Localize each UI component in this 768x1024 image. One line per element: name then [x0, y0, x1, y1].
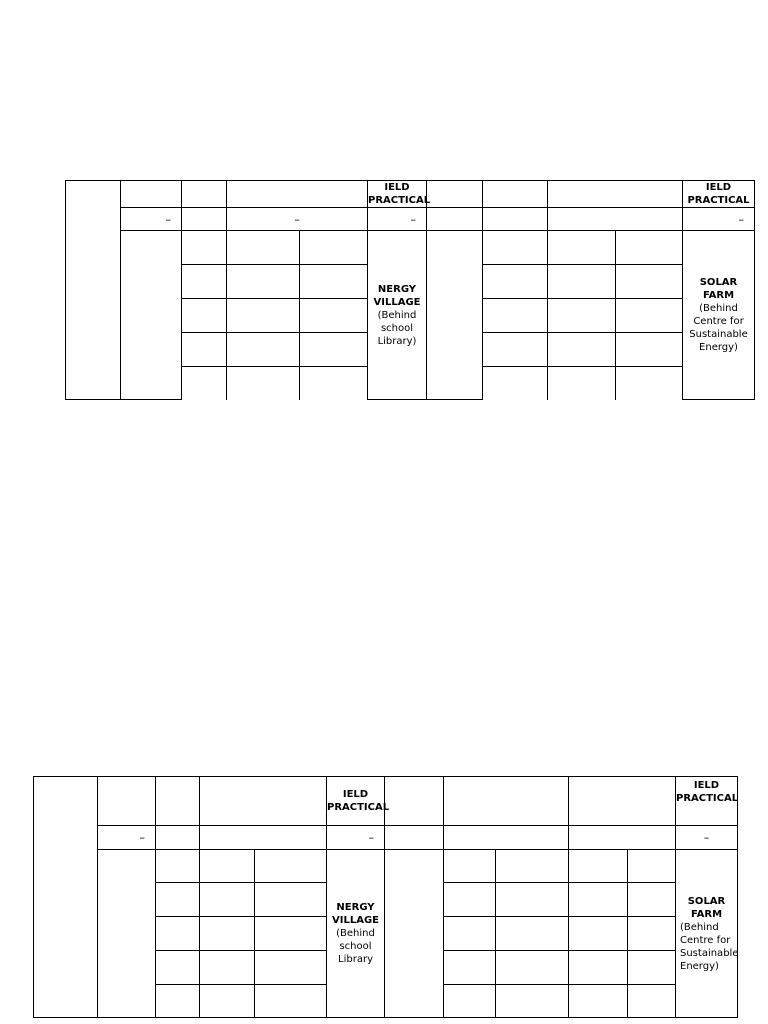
table-cell	[300, 333, 368, 367]
table-cell	[569, 777, 676, 826]
table-cell	[483, 367, 548, 400]
table-cell	[227, 181, 368, 208]
table-cell	[200, 883, 255, 917]
table-cell	[156, 777, 200, 826]
table-cell	[616, 231, 683, 265]
table-cell	[569, 951, 628, 985]
table-cell	[548, 367, 616, 400]
table-cell	[156, 985, 200, 1018]
table-cell	[227, 367, 300, 400]
dash-cell: –	[683, 208, 755, 231]
table-cell	[255, 917, 327, 951]
table-cell	[98, 777, 156, 826]
table-cell	[569, 850, 628, 883]
location-cell-solar-farm	[676, 850, 738, 1018]
table-cell	[628, 917, 676, 951]
table-cell	[548, 265, 616, 299]
table-row	[66, 231, 755, 265]
table-cell	[496, 951, 569, 985]
table-cell	[156, 917, 200, 951]
table-cell	[200, 850, 255, 883]
table-cell	[444, 777, 569, 826]
table-cell	[385, 826, 444, 850]
table-cell	[569, 985, 628, 1018]
dash-cell: –	[121, 208, 182, 231]
table-cell	[628, 850, 676, 883]
table-header-row	[34, 777, 738, 826]
table-header-row	[66, 181, 755, 208]
table-cell	[182, 208, 227, 231]
table-cell	[496, 917, 569, 951]
table-row	[34, 826, 738, 850]
table-cell	[427, 208, 483, 231]
table-cell	[182, 265, 227, 299]
table-cell	[548, 299, 616, 333]
table-cell	[444, 826, 569, 850]
location-detail: (Behind Centre for Sustainable Energy)	[689, 303, 748, 353]
table-row	[66, 208, 755, 231]
field-practical-header: IELD PRACTICAL	[327, 777, 385, 826]
table-cell	[182, 299, 227, 333]
table-cell	[200, 951, 255, 985]
table-cell	[628, 883, 676, 917]
table-cell	[616, 265, 683, 299]
table-cell	[483, 231, 548, 265]
table-cell	[427, 181, 483, 208]
table-cell	[548, 333, 616, 367]
table-cell	[227, 231, 300, 265]
table-cell	[156, 850, 200, 883]
location-cell-solar-farm	[683, 231, 755, 400]
dash-cell: –	[676, 826, 738, 850]
table-cell	[121, 181, 182, 208]
table-cell	[496, 850, 569, 883]
table-cell	[200, 917, 255, 951]
location-detail: (Behind school Library)	[377, 309, 417, 347]
table-cell	[66, 181, 121, 400]
table-cell	[300, 367, 368, 400]
schedule-table-top	[65, 180, 755, 400]
table-cell	[156, 951, 200, 985]
table-cell	[444, 951, 496, 985]
dash-cell: –	[98, 826, 156, 850]
table-row	[34, 850, 738, 883]
table-cell	[156, 826, 200, 850]
table-cell	[496, 985, 569, 1018]
table-cell	[483, 333, 548, 367]
table-cell	[182, 367, 227, 400]
table-cell	[444, 917, 496, 951]
field-practical-header: IELD PRACTICAL	[676, 777, 738, 826]
dash-cell: –	[227, 208, 368, 231]
table-cell	[628, 951, 676, 985]
table-cell	[548, 181, 683, 208]
table-cell	[483, 208, 548, 231]
table-cell	[444, 883, 496, 917]
table-cell	[227, 299, 300, 333]
location-title: NERGY VILLAGE	[373, 283, 421, 308]
table-cell	[444, 850, 496, 883]
table-cell	[121, 231, 182, 400]
table-cell	[569, 883, 628, 917]
table-cell	[300, 231, 368, 265]
table-cell	[496, 883, 569, 917]
table-cell	[255, 850, 327, 883]
field-practical-header: IELD PRACTICAL	[683, 181, 755, 208]
location-title: SOLAR FARM	[699, 277, 738, 301]
table-cell	[483, 181, 548, 208]
table-cell	[616, 333, 683, 367]
location-title: SOLAR FARM	[687, 895, 726, 920]
location-cell-energy-village	[368, 231, 427, 400]
table-cell	[616, 367, 683, 400]
table-cell	[200, 985, 255, 1018]
table-cell	[616, 299, 683, 333]
location-detail: (Behind school Library	[336, 928, 375, 965]
table-cell	[182, 333, 227, 367]
table-cell	[200, 777, 327, 826]
table-cell	[98, 850, 156, 1018]
table-cell	[182, 231, 227, 265]
field-practical-header: IELD PRACTICAL	[368, 182, 431, 206]
table-cell	[227, 333, 300, 367]
table-cell	[34, 777, 98, 1018]
table-cell	[385, 777, 444, 826]
table-cell	[227, 265, 300, 299]
table-cell	[427, 231, 483, 400]
table-cell	[200, 826, 327, 850]
table-cell	[300, 299, 368, 333]
table-cell	[300, 265, 368, 299]
dash-cell: –	[368, 208, 427, 231]
table-cell	[483, 299, 548, 333]
table-cell	[156, 883, 200, 917]
table-cell	[569, 917, 628, 951]
dash-cell: –	[327, 826, 385, 850]
table-cell	[255, 883, 327, 917]
location-title: NERGY VILLAGE	[332, 902, 379, 926]
table-cell	[548, 208, 683, 231]
location-cell-energy-village	[327, 850, 385, 1018]
table-cell	[255, 985, 327, 1018]
table-cell	[483, 265, 548, 299]
table-cell	[255, 951, 327, 985]
schedule-table-bottom	[33, 776, 738, 1018]
table-cell	[444, 985, 496, 1018]
location-detail: (Behind Centre for Sustainable Energy)	[680, 921, 739, 972]
table-cell	[548, 231, 616, 265]
table-cell	[182, 181, 227, 208]
table-cell	[628, 985, 676, 1018]
table-cell	[569, 826, 676, 850]
table-cell	[385, 850, 444, 1018]
